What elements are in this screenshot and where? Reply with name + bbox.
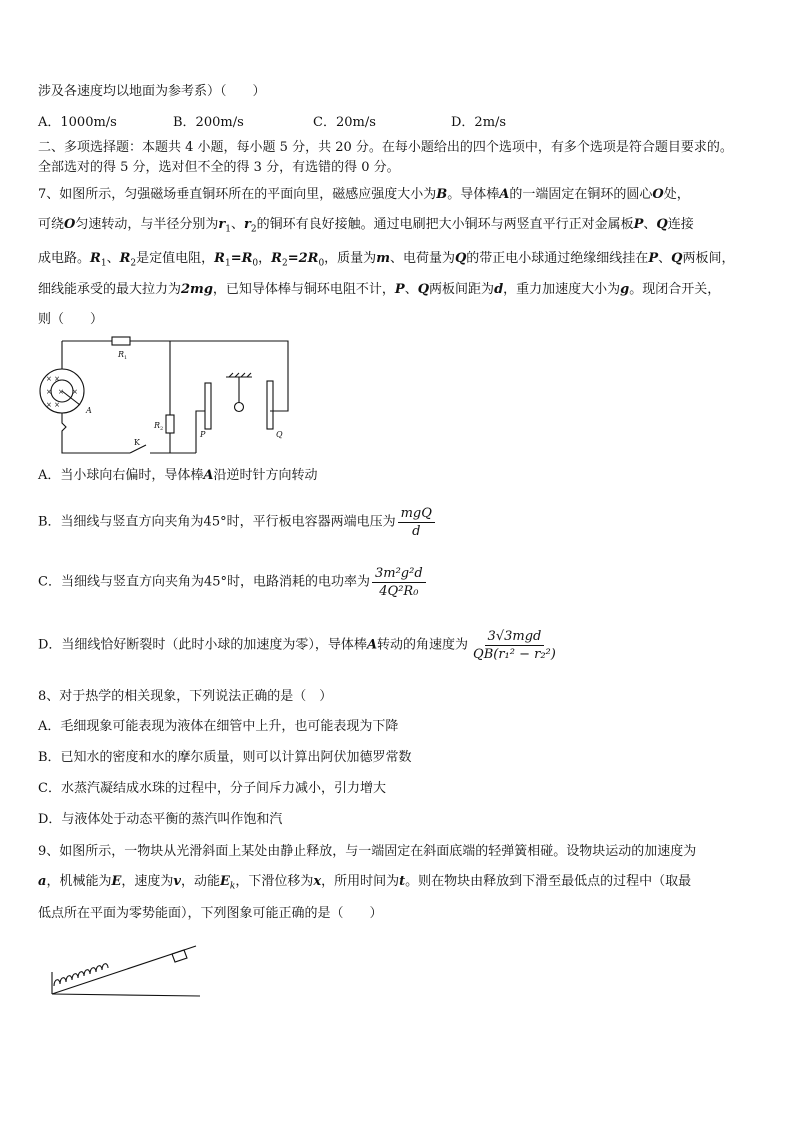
- q8-option-a: A．毛细现象可能表现为液体在细管中上升，也可能表现为下降: [38, 719, 399, 734]
- q7-line-4: 细线能承受的最大拉力为2mg，已知导体棒与铜环电阻不计，P、Q两板间距为d，重力加速度大小为g。现闭合开关，: [38, 282, 721, 297]
- q9-line-1: 9、如图所示，一物块从光滑斜面上某处由静止释放，与一端固定在斜面底端的轻弹簧相碰。设物块运动的加速度为: [38, 844, 697, 859]
- fig7-label-p: P: [200, 430, 206, 439]
- q7-option-a: A．当小球向右偏时，导体棒A沿逆时针方向转动: [38, 468, 318, 483]
- section2-heading-cont: 全部选对的得 5 分，选对但不全的得 3 分，有选错的得 0 分。: [38, 160, 400, 175]
- q7-line-2: 可绕O匀速转动，与半径分别为$r_1$、$r_2$的铜环有良好接触。通过电刷把大小铜环与两竖直平行正对金属板P、Q连接: [38, 217, 694, 235]
- q8-option-d: D．与液体处于动态平衡的蒸汽叫作饱和汽: [38, 812, 283, 827]
- q8-option-c: C．水蒸汽凝结成水珠的过程中，分子间斥力减小，引力增大: [38, 781, 386, 796]
- q6-option-b: B．200m/s: [173, 115, 244, 130]
- q8-stem: 8、对于热学的相关现象，下列说法正确的是（ ）: [38, 689, 333, 704]
- q6-options: [38, 114, 506, 132]
- q8-option-b: B．已知水的密度和水的摩尔质量，则可以计算出阿伏加德罗常数: [38, 750, 412, 765]
- intro-tail: 涉及各速度均以地面为参考系）（ ）: [38, 84, 266, 99]
- q7-circuit-figure: [30, 333, 300, 463]
- q7-line-5: 则（ ）: [38, 312, 104, 327]
- svg-text:× ×: × ×: [46, 401, 60, 409]
- svg-text:×: ×: [46, 388, 52, 396]
- q7-option-c: C．当细线与竖直方向夹角为45°时，电路消耗的电功率为 $\frac{\text{3m²g²d}}{\text{4Q²R₀}}$: [38, 565, 426, 600]
- q9-line-3: 低点所在平面为零势能面），下列图象可能正确的是（ ）: [38, 906, 383, 921]
- svg-text:2: 2: [160, 426, 164, 432]
- svg-text:× ×: × ×: [46, 375, 60, 383]
- q7-line-3: 成电路。$R_1$、$R_2$是定值电阻，$R_1=R_0$，$R_2=2R_0$，质量为m、电荷量为Q的带正电小球通过绝缘细线挂在P、Q两板间，: [38, 251, 735, 269]
- svg-text:1: 1: [124, 355, 128, 361]
- fig7-label-r1: R: [118, 350, 125, 359]
- q9-incline-figure: [48, 936, 208, 1002]
- fig7-label-a: A: [86, 406, 92, 415]
- q6-option-a: A．1000m/s: [38, 115, 117, 130]
- q7-line-1: 7、如图所示，匀强磁场垂直铜环所在的平面向里，磁感应强度大小为B。导体棒A的一端固定在铜环的圆心O处，: [38, 187, 690, 202]
- fig7-label-q: Q: [276, 430, 283, 439]
- q6-option-c: C．20m/s: [313, 115, 376, 130]
- svg-text:×: ×: [72, 388, 78, 396]
- q9-line-2: a，机械能为E，速度为v，动能$E_k$，下滑位移为x，所用时间为t。则在物块由释放到下滑至最低点的过程中（取最: [38, 874, 692, 892]
- svg-text:×: ×: [58, 388, 64, 396]
- q7-option-b: B．当细线与竖直方向夹角为45°时，平行板电容器两端电压为 $\frac{\text{mgQ}}{d}$: [38, 505, 435, 540]
- q7-option-d: D．当细线恰好断裂时（此时小球的加速度为零），导体棒A转动的角速度为 $\frac{\text{3√3mgd}}{\text{QB(r₁² − r₂²)}}$: [38, 629, 556, 662]
- section2-heading: 二、多项选择题：本题共 4 小题，每小题 5 分，共 20 分。在每小题给出的四个选项中，有多个选项是符合题目要求的。: [38, 140, 733, 155]
- q6-option-d: D．2m/s: [451, 115, 507, 130]
- fig7-label-k: K: [134, 438, 140, 447]
- fig7-label-r2: R: [154, 421, 161, 430]
